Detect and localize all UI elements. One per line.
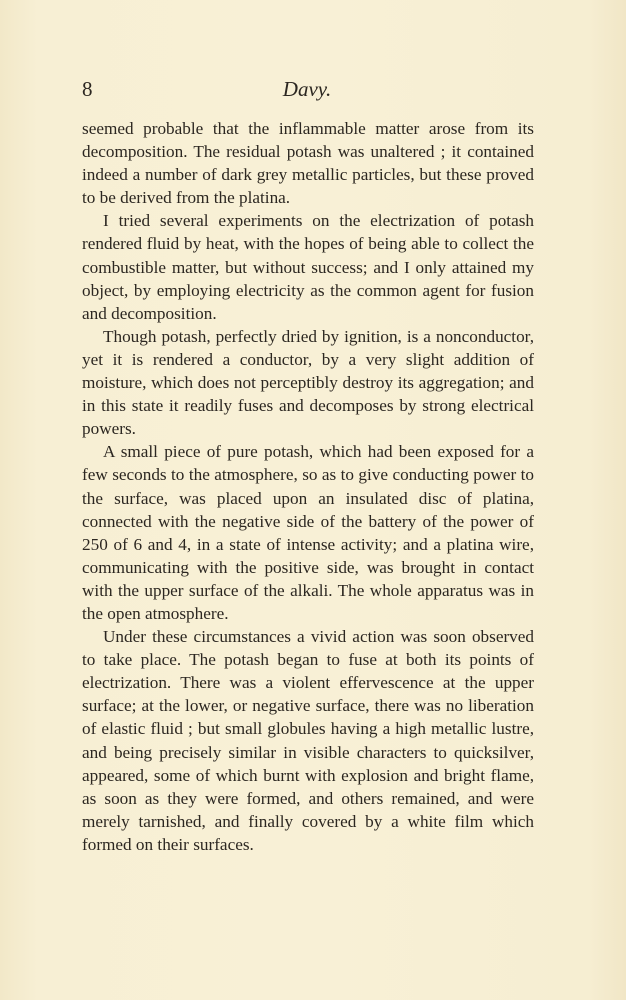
paragraph: seemed probable that the inflammable matter arose from its decomposition. The residual potash was unaltered ; it contained indeed a number of dark grey metallic particles, but these proved to be derived from the platina. — [82, 119, 534, 208]
paragraph: A small piece of pure potash, which had been exposed for a few seconds to the atmosphere, so as to give conducting power to the surface, was placed upon an insulated disc of platina, connected with the negative side of the battery of the power of 250 of 6 and 4, in a state of intense activity; and a platina wire, communicating with the positive side, was brought in contact with the upper surface of the alkali. The whole apparatus was in the open atmosphere. — [82, 442, 534, 623]
page-header — [82, 76, 528, 106]
page-number: 8 — [82, 77, 93, 101]
paragraph: Under these circumstances a vivid action was soon observed to take place. The potash began to fuse at both its points of electrization. There was a violent effervescence at the upper surface; at the lower, or negative surface, there was no liberation of elastic fluid ; but small globules having a high metallic lustre, and being precisely similar in visible characters to quicksilver, appeared, some of which burnt with explosion and bright flame, as soon as they were formed, and others remained, and were merely tarnished, and finally covered by a white film which formed on their surfaces. — [82, 627, 534, 854]
paragraph: Though potash, perfectly dried by ignition, is a nonconductor, yet it is rendered a conductor, by a very slight addition of moisture, which does not perceptibly destroy its aggregation; and in this state it readily fuses and decomposes by strong electrical powers. — [82, 326, 534, 439]
running-title: Davy. — [282, 77, 332, 101]
body-text — [82, 117, 534, 856]
paragraph: I tried several experiments on the electrization of potash rendered fluid by heat, with the hopes of being able to collect the combustible matter, but without success; and I only attained my object, by employing electricity as the common agent for fusion and decomposition. — [82, 211, 534, 323]
